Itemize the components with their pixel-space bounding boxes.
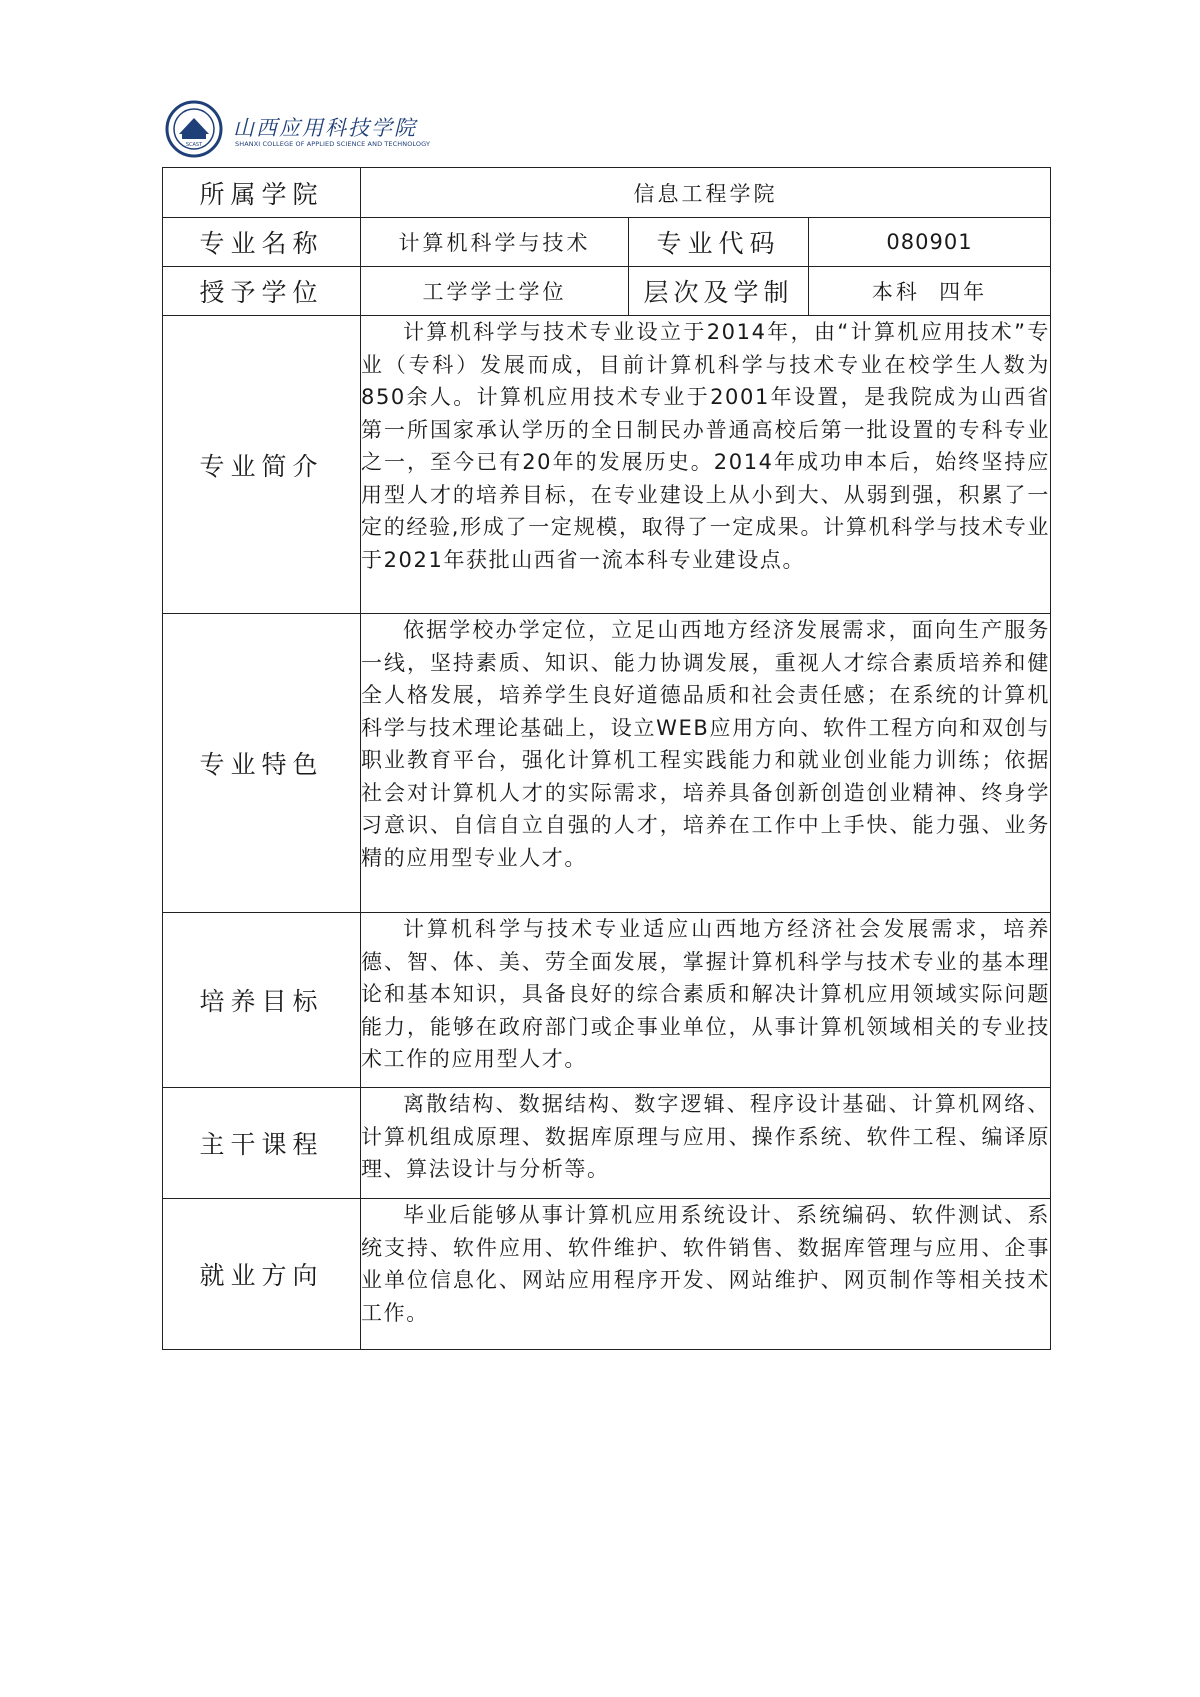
seal-text: SCAST bbox=[185, 142, 203, 148]
table-row-goal bbox=[163, 913, 1051, 1088]
college-name-en: SHANXI COLLEGE OF APPLIED SCIENCE AND TECHNOLOGY bbox=[235, 140, 431, 148]
intro-text: 计算机科学与技术专业设立于2014年，由“计算机应用技术”专业（专科）发展而成，目前计算机科学与技术专业在校学生人数为850余人。计算机应用技术专业于2001年设置，是我院成为山西省第一所国家承认学历的全日制民办普通高校后第一批设置的专科专业之一，至今已有20年的发展历史。2014年成功申本后，始终坚持应用型人才的培养目标，在专业建设上从小到大、从弱到强，积累了一定的经验,形成了一定规模，取得了一定成果。计算机科学与技术专业于2021年获批山西省一流本科专业建设点。 bbox=[361, 316, 1051, 614]
major-code-value: 080901 bbox=[809, 218, 1051, 267]
intro-label: 专业简介 bbox=[163, 316, 361, 614]
major-name-value: 计算机科学与技术 bbox=[361, 218, 629, 267]
college-value: 信息工程学院 bbox=[361, 168, 1051, 218]
courses-text: 离散结构、数据结构、数字逻辑、程序设计基础、计算机网络、计算机组成原理、数据库原理与应用、操作系统、软件工程、编译原理、算法设计与分析等。 bbox=[361, 1088, 1051, 1199]
goal-label: 培养目标 bbox=[163, 913, 361, 1088]
goal-text: 计算机科学与技术专业适应山西地方经济社会发展需求，培养德、智、体、美、劳全面发展，掌握计算机科学与技术专业的基本理论和基本知识，具备良好的综合素质和解决计算机应用领域实际问题能力，能够在政府部门或企事业单位，从事计算机领域相关的专业技术工作的应用型人才。 bbox=[361, 913, 1051, 1088]
career-text: 毕业后能够从事计算机应用系统设计、系统编码、软件测试、系统支持、软件应用、软件维护、软件销售、数据库管理与应用、企事业单位信息化、网站应用程序开发、网站维护、网页制作等相关技术工作。 bbox=[361, 1199, 1051, 1350]
level-value: 本科 四年 bbox=[809, 267, 1051, 316]
college-logo-header bbox=[165, 100, 431, 160]
table-row-features bbox=[163, 614, 1051, 913]
college-label: 所属学院 bbox=[163, 168, 361, 218]
courses-label: 主干课程 bbox=[163, 1088, 361, 1199]
major-info-table bbox=[162, 167, 1051, 1350]
level-label: 层次及学制 bbox=[629, 267, 809, 316]
college-name-cn: 山西应用科技学院 bbox=[233, 116, 417, 140]
major-code-label: 专业代码 bbox=[629, 218, 809, 267]
table-row-college bbox=[163, 168, 1051, 218]
career-label: 就业方向 bbox=[163, 1199, 361, 1350]
features-text: 依据学校办学定位，立足山西地方经济发展需求，面向生产服务一线，坚持素质、知识、能力协调发展，重视人才综合素质培养和健全人格发展，培养学生良好道德品质和社会责任感；在系统的计算机科学与技术理论基础上，设立WEB应用方向、软件工程方向和双创与职业教育平台，强化计算机工程实践能力和就业创业能力训练；依据社会对计算机人才的实际需求，培养具备创新创造创业精神、终身学习意识、自信自立自强的人才，培养在工作中上手快、能力强、业务精的应用型专业人才。 bbox=[361, 614, 1051, 913]
degree-value: 工学学士学位 bbox=[361, 267, 629, 316]
features-label: 专业特色 bbox=[163, 614, 361, 913]
table-row-courses bbox=[163, 1088, 1051, 1199]
degree-label: 授予学位 bbox=[163, 267, 361, 316]
table-row-intro bbox=[163, 316, 1051, 614]
table-row-degree bbox=[163, 267, 1051, 316]
major-name-label: 专业名称 bbox=[163, 218, 361, 267]
table-row-major bbox=[163, 218, 1051, 267]
table-row-career bbox=[163, 1199, 1051, 1350]
college-seal-icon bbox=[165, 100, 223, 158]
